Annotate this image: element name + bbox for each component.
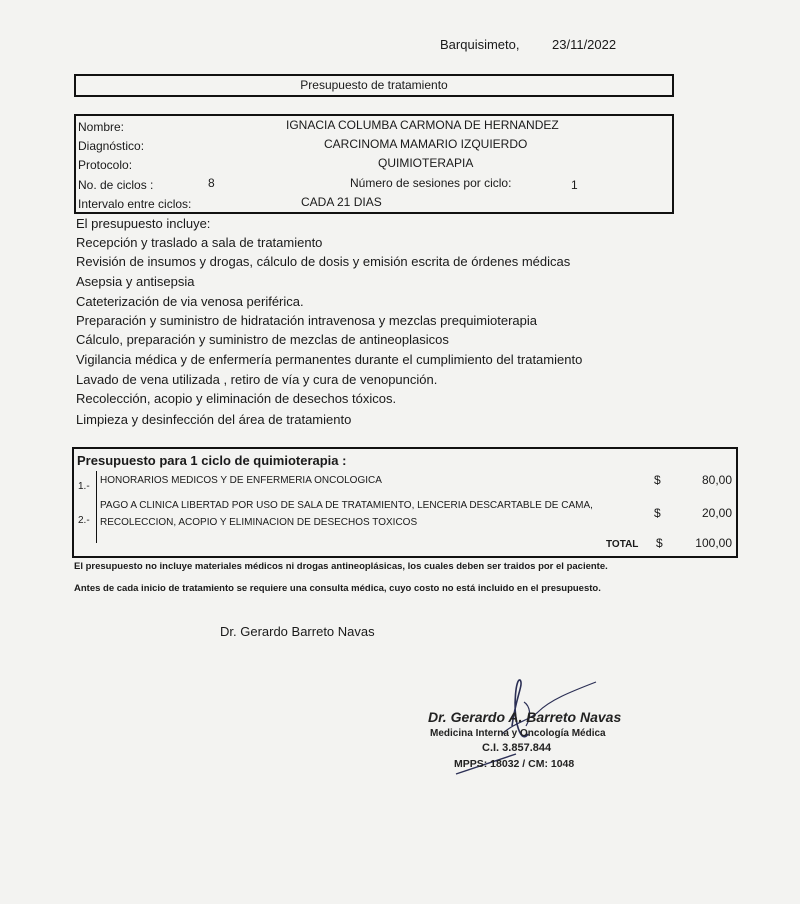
list-item: Revisión de insumos y drogas, cálculo de dosis y emisión escrita de órdenes médicas bbox=[76, 254, 571, 269]
stamp-mpps: MPPS: 18032 / CM: 1048 bbox=[454, 758, 575, 770]
list-item: Cálculo, preparación y suministro de mezclas de antineoplasicos bbox=[76, 332, 449, 347]
total-currency: $ bbox=[656, 536, 663, 550]
signature-stamp bbox=[420, 676, 630, 786]
document-date: 23/11/2022 bbox=[552, 37, 617, 52]
list-item: Recolección, acopio y eliminación de desechos tóxicos. bbox=[76, 391, 397, 406]
list-item: Recepción y traslado a sala de tratamiento bbox=[76, 235, 323, 250]
stamp-ci: C.I. 3.857.844 bbox=[482, 742, 552, 754]
sessions-value: 1 bbox=[571, 178, 578, 192]
document-title: Presupuesto de tratamiento bbox=[300, 78, 448, 92]
row-description: HONORARIOS MEDICOS Y DE ENFERMERIA ONCOLOGICA bbox=[100, 475, 382, 486]
row-number: 1.- bbox=[78, 481, 90, 492]
interval-label: Intervalo entre ciclos: bbox=[78, 197, 192, 211]
sessions-label: Número de sesiones por ciclo: bbox=[350, 176, 512, 190]
list-item: Vigilancia médica y de enfermería permanentes durante el cumplimiento del tratamiento bbox=[76, 352, 583, 367]
name-label: Nombre: bbox=[78, 120, 125, 134]
row-description-line2: RECOLECCION, ACOPIO Y ELIMINACION DE DESECHOS TOXICOS bbox=[100, 517, 418, 528]
diagnosis-label: Diagnóstico: bbox=[78, 139, 145, 153]
diagnosis-value: CARCINOMA MAMARIO IZQUIERDO bbox=[324, 137, 528, 151]
title-box bbox=[74, 74, 674, 97]
note-consultation: Antes de cada inicio de tratamiento se requiere una consulta médica, cuyo costo no está incluido en el presupuesto. bbox=[74, 583, 601, 594]
name-value: IGNACIA COLUMBA CARMONA DE HERNANDEZ bbox=[286, 118, 559, 132]
row-number: 2.- bbox=[78, 515, 90, 526]
list-item: Asepsia y antisepsia bbox=[76, 274, 195, 289]
row-currency: $ bbox=[654, 473, 661, 487]
stamp-specialty: Medicina Interna y Oncología Médica bbox=[430, 728, 606, 739]
list-item: Cateterización de via venosa periférica. bbox=[76, 294, 304, 309]
total-label: TOTAL bbox=[606, 539, 639, 550]
list-item: Lavado de vena utilizada , retiro de vía y cura de venopunción. bbox=[76, 372, 438, 387]
patient-info-box bbox=[74, 114, 674, 214]
num-column-divider bbox=[96, 471, 97, 543]
row-description: PAGO A CLINICA LIBERTAD POR USO DE SALA DE TRATAMIENTO, LENCERIA DESCARTABLE DE CAMA, bbox=[100, 500, 593, 511]
signer-name: Dr. Gerardo Barreto Navas bbox=[220, 624, 375, 639]
row-currency: $ bbox=[654, 506, 661, 520]
total-amount: 100,00 bbox=[695, 536, 732, 550]
interval-value: CADA 21 DIAS bbox=[301, 195, 382, 209]
list-item: Limpieza y desinfección del área de tratamiento bbox=[76, 412, 352, 427]
includes-heading: El presupuesto incluye: bbox=[76, 216, 211, 231]
stamp-name: Dr. Gerardo A. Barreto Navas bbox=[428, 709, 622, 725]
budget-box bbox=[72, 447, 738, 558]
city-label: Barquisimeto, bbox=[440, 37, 520, 52]
cycles-value: 8 bbox=[208, 176, 215, 190]
cycles-label: No. de ciclos : bbox=[78, 178, 154, 192]
budget-heading: Presupuesto para 1 ciclo de quimioterapia : bbox=[77, 453, 347, 468]
protocol-label: Protocolo: bbox=[78, 158, 133, 172]
row-amount: 20,00 bbox=[701, 506, 732, 520]
protocol-value: QUIMIOTERAPIA bbox=[378, 156, 474, 170]
row-amount: 80,00 bbox=[701, 473, 732, 487]
note-materials: El presupuesto no incluye materiales médicos ni drogas antineoplásicas, los cuales deben ser traidos por el paciente. bbox=[74, 561, 608, 572]
list-item: Preparación y suministro de hidratación intravenosa y mezclas prequimioterapia bbox=[76, 313, 538, 328]
